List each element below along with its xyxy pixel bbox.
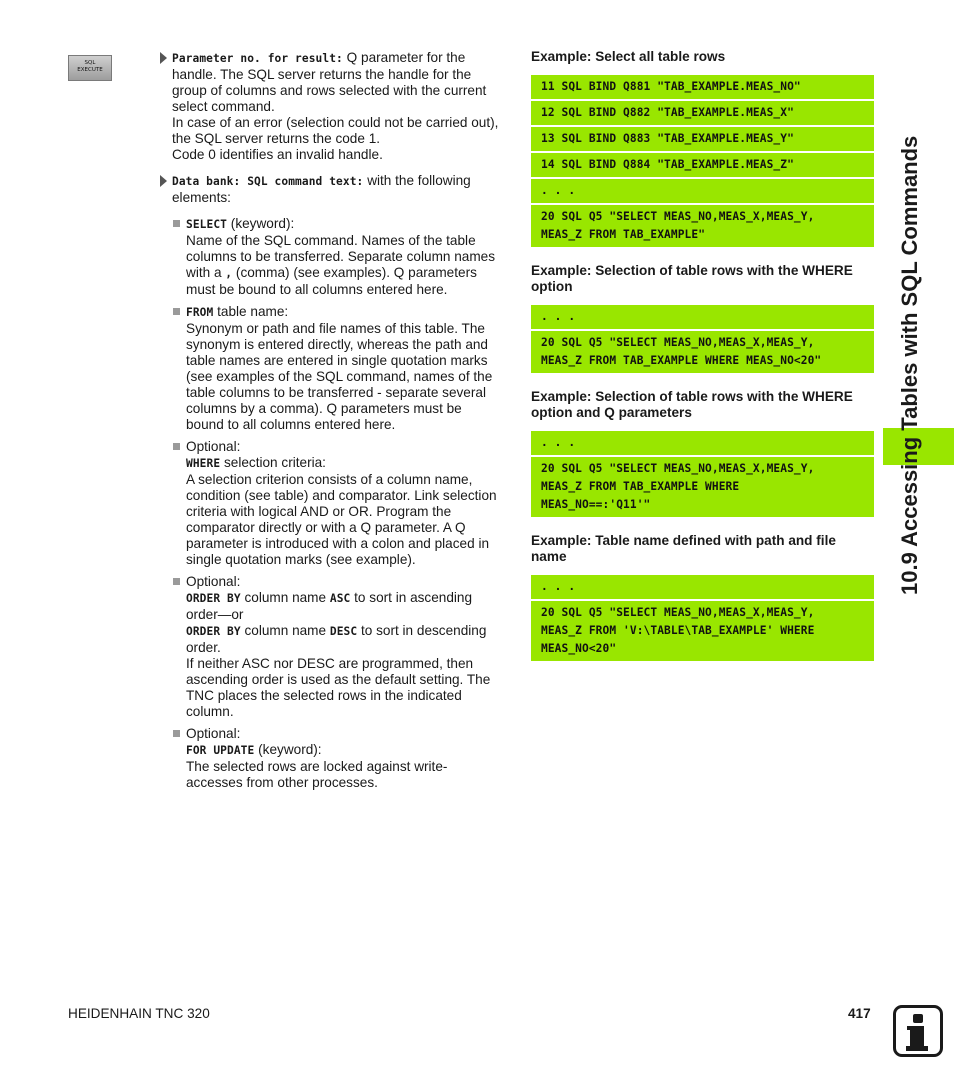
- nc-block: 12 SQL BIND Q882 "TAB_EXAMPLE.MEAS_X": [531, 101, 874, 125]
- info-icon: [893, 1005, 943, 1057]
- square-bullet-icon: [173, 730, 180, 737]
- param-result-line: Q parameter for the: [346, 50, 466, 65]
- example-heading: Example: Select all table rows: [531, 49, 726, 64]
- param-result-line: select command.: [172, 99, 275, 114]
- nc-block: 20 SQL Q5 "SELECT MEAS_NO,MEAS_X,MEAS_Y, MEAS_Z FROM TAB_EXAMPLE WHERE MEAS_NO==:'Q11'": [531, 457, 874, 517]
- info-icon-base: [906, 1046, 928, 1051]
- order-text: ascending order is used as the default setting. The: [186, 672, 491, 687]
- for-update-keyword: FOR UPDATE: [186, 744, 255, 757]
- order-text: order—or: [186, 607, 244, 622]
- select-element: [172, 216, 511, 298]
- nc-block: 11 SQL BIND Q881 "TAB_EXAMPLE.MEAS_NO": [531, 75, 874, 99]
- order-text: to sort in descending: [360, 623, 487, 638]
- data-bank-label: Data bank: SQL command text:: [172, 175, 364, 188]
- forupdate-text: accesses from other processes.: [186, 775, 378, 790]
- where-text: parameter is introduced with a colon and placed in: [186, 536, 490, 551]
- sql-elements-list: [172, 216, 511, 791]
- examples-column: [531, 49, 874, 677]
- param-result-line: handle. The SQL server returns the handle for the: [172, 67, 472, 82]
- from-text: table columns to be transferred - separate several: [186, 385, 486, 400]
- param-result-line: Code 0 identifies an invalid handle.: [172, 147, 383, 162]
- where-text: criteria with logical AND or OR. Program the: [186, 504, 452, 519]
- nc-block: . . .: [531, 431, 874, 455]
- nc-block: 13 SQL BIND Q883 "TAB_EXAMPLE.MEAS_Y": [531, 127, 874, 151]
- nc-block: . . .: [531, 179, 874, 203]
- where-keyword: WHERE: [186, 457, 221, 470]
- order-text: column name: [244, 623, 327, 638]
- param-result-label: Parameter no. for result:: [172, 52, 343, 65]
- arrow-bullet-icon: [160, 175, 167, 187]
- select-text: (comma) (see examples). Q parameters: [235, 265, 477, 280]
- for-update-element: [172, 726, 511, 791]
- nc-block: 20 SQL Q5 "SELECT MEAS_NO,MEAS_X,MEAS_Y, MEAS_Z FROM 'V:\TABLE\TAB_EXAMPLE' WHERE MEAS_NO<20": [531, 601, 874, 661]
- order-text: order.: [186, 640, 221, 655]
- where-text: comparator directly or with a Q parameter. A Q: [186, 520, 466, 535]
- select-text: must be bound to all columns entered here.: [186, 282, 448, 297]
- sql-execute-softkey: [68, 55, 112, 81]
- where-text: condition (see table) and comparator. Link selection: [186, 488, 497, 503]
- forupdate-text: (keyword):: [258, 742, 322, 757]
- order-by-keyword: ORDER BY: [186, 592, 241, 605]
- footer-product-name: HEIDENHAIN TNC 320: [68, 1006, 210, 1021]
- nc-block: . . .: [531, 575, 874, 599]
- where-optional: Optional:: [186, 439, 241, 454]
- square-bullet-icon: [173, 220, 180, 227]
- nc-block: 14 SQL BIND Q884 "TAB_EXAMPLE.MEAS_Z": [531, 153, 874, 177]
- square-bullet-icon: [173, 578, 180, 585]
- data-bank-item: [159, 173, 511, 206]
- desc-keyword: DESC: [329, 625, 358, 638]
- softkey-line2: EXECUTE: [77, 67, 103, 73]
- from-text: table names are entered in single quotation marks: [186, 353, 488, 368]
- order-text: If neither ASC nor DESC are programmed, then: [186, 656, 474, 671]
- from-text: synonym is entered directly, whereas the path and: [186, 337, 488, 352]
- from-keyword: FROM: [186, 306, 214, 319]
- from-text: (see examples of the SQL command, names of the: [186, 369, 493, 384]
- info-icon-dot: [913, 1014, 923, 1023]
- where-text: A selection criterion consists of a column name,: [186, 472, 473, 487]
- chapter-side-title: 10.9 Accessing Tables with SQL Commands: [897, 135, 922, 595]
- nc-block: 20 SQL Q5 "SELECT MEAS_NO,MEAS_X,MEAS_Y, MEAS_Z FROM TAB_EXAMPLE WHERE MEAS_NO<20": [531, 331, 874, 373]
- square-bullet-icon: [173, 308, 180, 315]
- example-heading: Example: Selection of table rows with the WHERE option and Q parameters: [531, 389, 853, 420]
- order-text: to sort in ascending: [354, 590, 473, 605]
- param-result-line: In case of an error (selection could not be carried out),: [172, 115, 499, 130]
- select-text: columns to be transferred. Separate column names: [186, 249, 496, 264]
- select-text: (keyword):: [230, 216, 295, 231]
- order-by-element: [172, 574, 511, 720]
- select-text: with a: [186, 265, 222, 280]
- param-result-item: [159, 50, 511, 163]
- example-select-all: [531, 49, 874, 247]
- example-where-q-parameters: [531, 389, 874, 517]
- example-heading: Example: Selection of table rows with the WHERE option: [531, 263, 853, 294]
- data-bank-line: with the following: [367, 173, 471, 188]
- select-keyword: SELECT: [186, 218, 228, 231]
- from-element: [172, 304, 511, 433]
- comma-keyword: ,: [225, 267, 233, 280]
- from-text: Synonym or path and file names of this table. The: [186, 321, 485, 336]
- from-text: table name:: [217, 304, 289, 319]
- asc-keyword: ASC: [329, 592, 351, 605]
- param-result-line: group of columns and rows selected with the current: [172, 83, 487, 98]
- order-text: column name: [244, 590, 327, 605]
- example-heading: Example: Table name defined with path and file name: [531, 533, 836, 564]
- where-element: [172, 439, 511, 568]
- where-text: single quotation marks (see example).: [186, 552, 416, 567]
- order-text: column.: [186, 704, 234, 719]
- data-bank-line: elements:: [172, 190, 231, 205]
- page-number: 417: [848, 1006, 871, 1021]
- forupdate-optional: Optional:: [186, 726, 241, 741]
- param-result-line: the SQL server returns the code 1.: [172, 131, 381, 146]
- square-bullet-icon: [173, 443, 180, 450]
- select-text: Name of the SQL command. Names of the table: [186, 233, 476, 248]
- forupdate-text: The selected rows are locked against write-: [186, 759, 448, 774]
- from-text: columns by a comma). Q parameters must be: [186, 401, 462, 416]
- example-path-file-name: [531, 533, 874, 661]
- order-by-keyword: ORDER BY: [186, 625, 241, 638]
- example-where: [531, 263, 874, 373]
- where-text: selection criteria:: [223, 455, 326, 470]
- order-text: TNC places the selected rows in the indicated: [186, 688, 462, 703]
- nc-block: 20 SQL Q5 "SELECT MEAS_NO,MEAS_X,MEAS_Y, MEAS_Z FROM TAB_EXAMPLE": [531, 205, 874, 247]
- from-text: bound to all columns entered here.: [186, 417, 396, 432]
- order-optional: Optional:: [186, 574, 241, 589]
- nc-block: . . .: [531, 305, 874, 329]
- parameter-description: [159, 50, 511, 797]
- arrow-bullet-icon: [160, 52, 167, 64]
- softkey-line1: SQL: [84, 60, 96, 66]
